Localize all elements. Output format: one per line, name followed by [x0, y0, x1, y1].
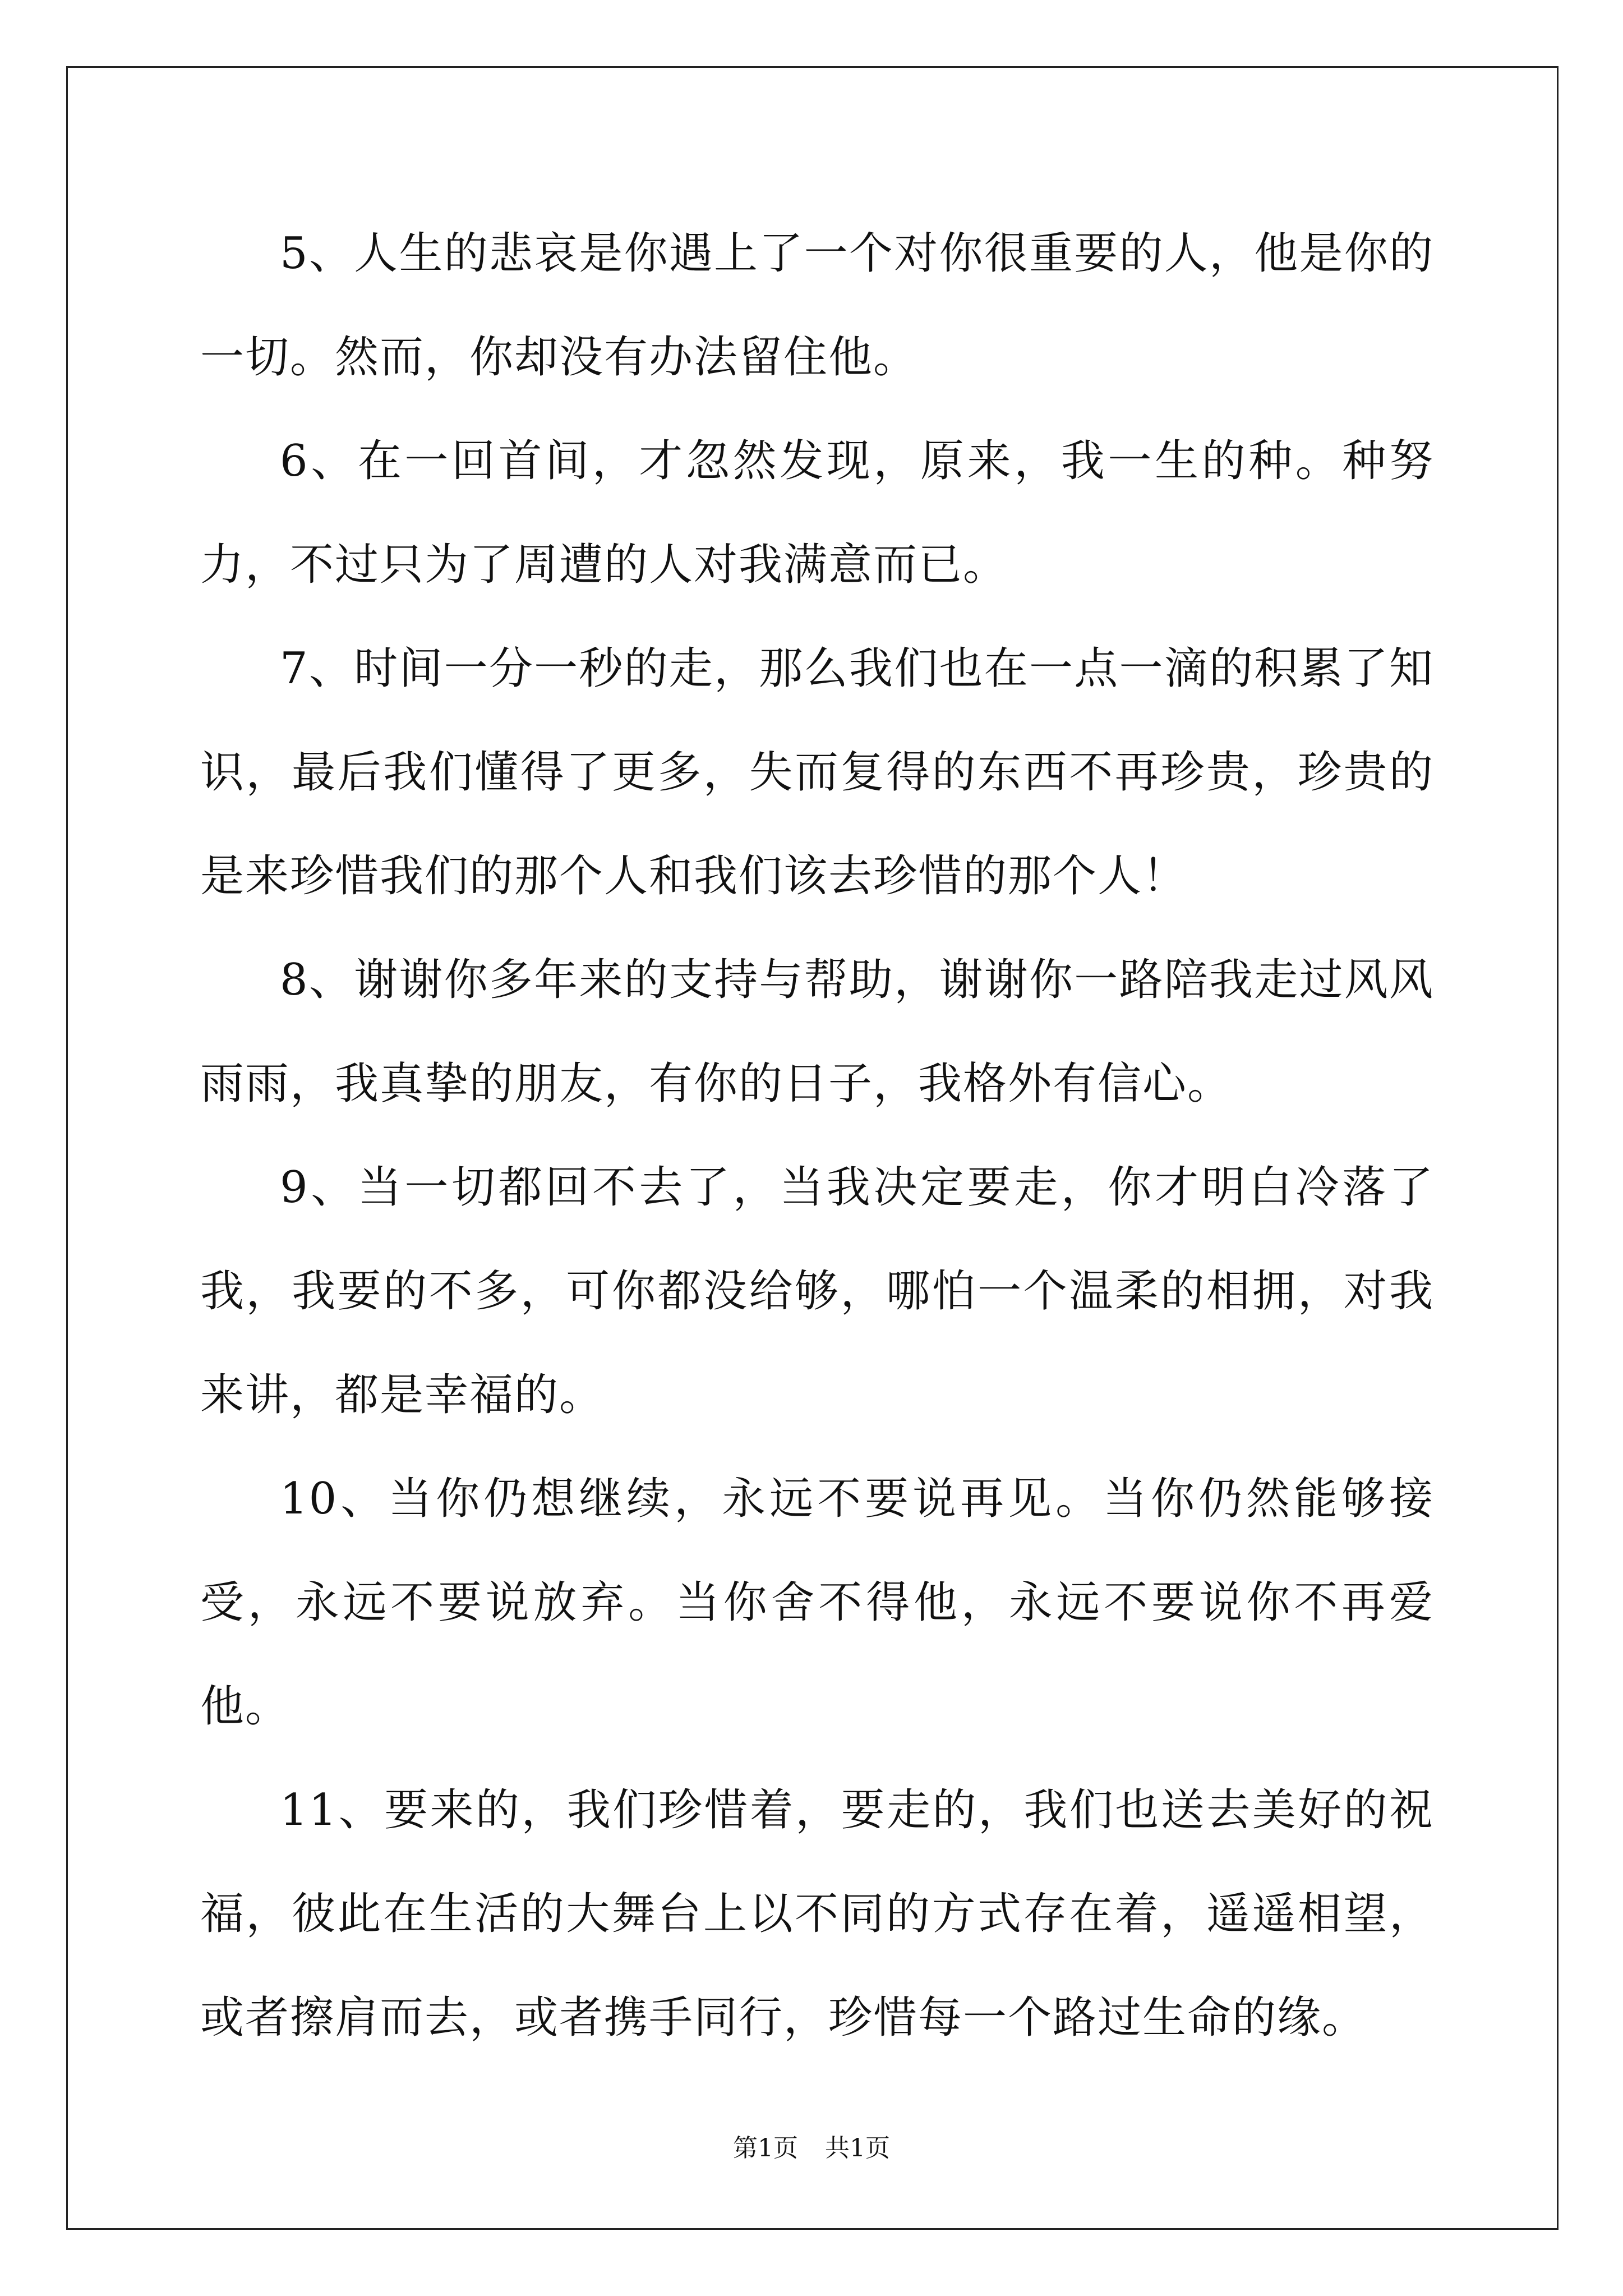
paragraph-7: 7、时间一分一秒的走，那么我们也在一点一滴的积累了知识，最后我们懂得了更多，失而复得的东西不再珍贵，珍贵的是来珍惜我们的那个人和我们该去珍惜的那个人！ [200, 643, 1434, 901]
paragraph-8: 8、谢谢你多年来的支持与帮助，谢谢你一路陪我走过风风雨雨，我真挚的朋友，有你的日子，我格外有信心。 [200, 955, 1434, 1109]
paragraph-6: 6、在一回首间，才忽然发现，原来，我一生的种。种努力，不过只为了周遭的人对我满意而已。 [200, 436, 1434, 590]
paragraph-11: 11、要来的，我们珍惜着，要走的，我们也送去美好的祝福，彼此在生活的大舞台上以不同的方式存在着，遥遥相望，或者擦肩而去，或者携手同行，珍惜每一个路过生命的缘。 [200, 1785, 1434, 2043]
paragraph-9: 9、当一切都回不去了，当我决定要走，你才明白冷落了我，我要的不多，可你都没给够，哪怕一个温柔的相拥，对我来讲，都是幸福的。 [200, 1162, 1434, 1420]
page-number-current: 第1页 [733, 2134, 798, 2162]
paragraph-10: 10、当你仍想继续，永远不要说再见。当你仍然能够接受，永远不要说放弃。当你舍不得他，永远不要说你不再爱他。 [200, 1474, 1434, 1732]
paragraph-5: 5、人生的悲哀是你遇上了一个对你很重要的人，他是你的一切。然而，你却没有办法留住他。 [200, 228, 1434, 383]
page-footer [0, 2132, 1623, 2165]
page-number-total: 共1页 [825, 2134, 890, 2162]
document-body [200, 202, 1434, 2070]
